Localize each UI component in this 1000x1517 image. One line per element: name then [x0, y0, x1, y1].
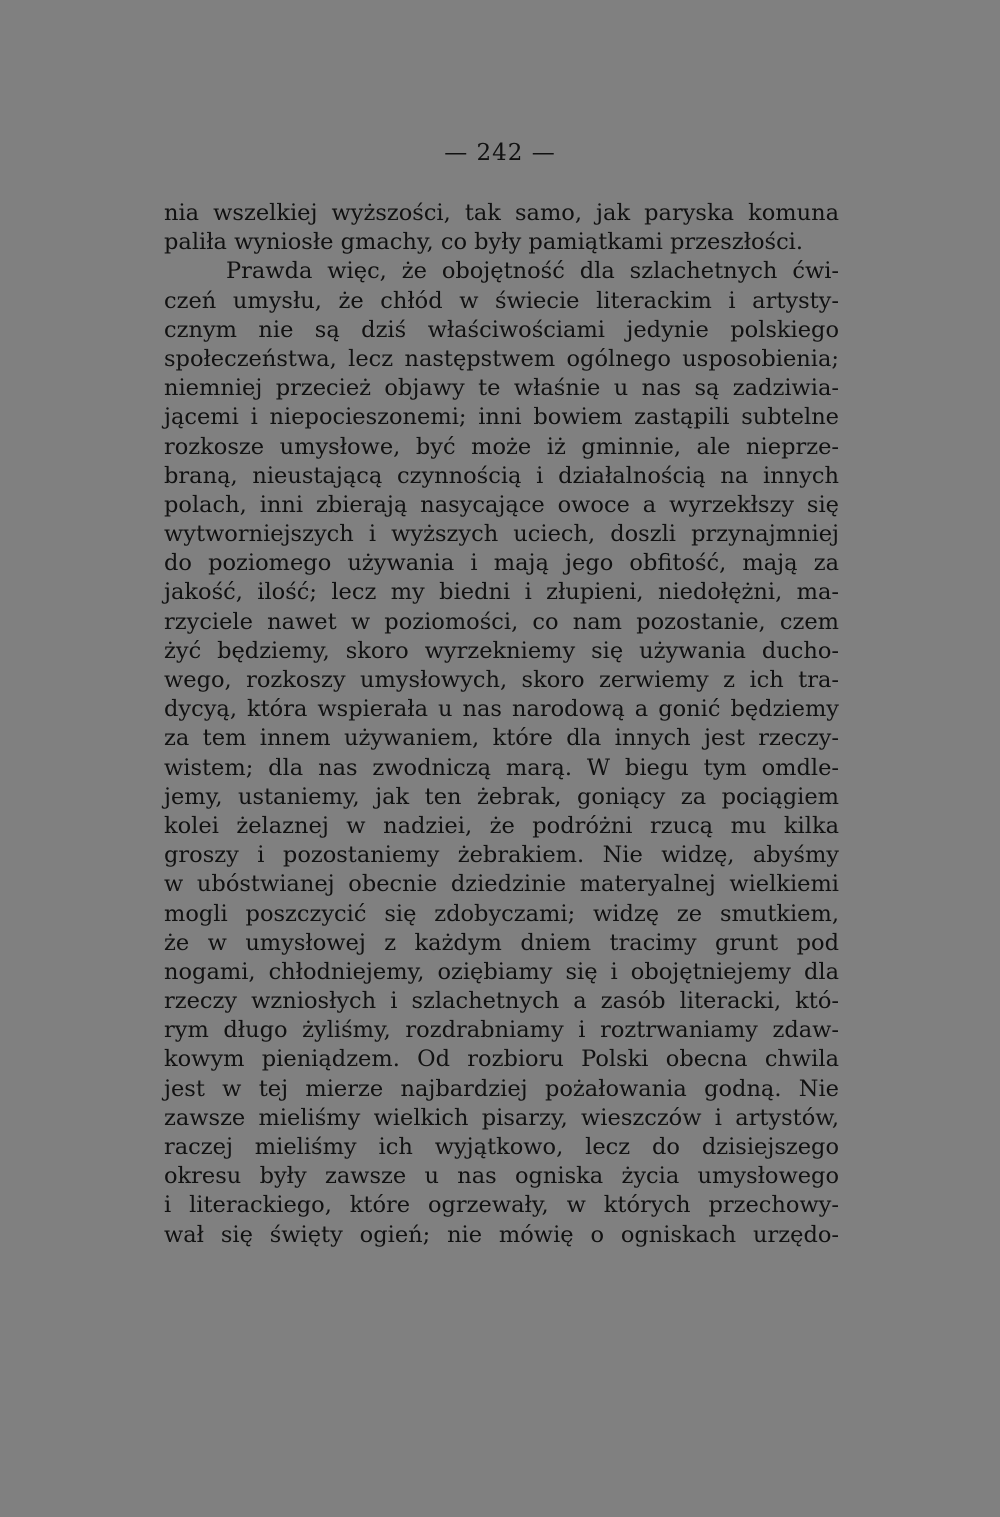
text-line: za tem innem używaniem, które dla innych jest rzeczy-	[164, 725, 839, 752]
text-line: i literackiego, które ogrzewały, w których przechowy-	[164, 1192, 839, 1219]
text-line: jemy, ustaniemy, jak ten żebrak, goniący za pociągiem	[164, 783, 839, 810]
text-line: żyć będziemy, skoro wyrzekniemy się używania ducho-	[164, 637, 839, 664]
text-line: nia wszelkiej wyższości, tak samo, jak paryska komuna	[164, 200, 839, 226]
text-line: jakość, ilość; lecz my biedni i złupieni, niedołężni, ma-	[164, 579, 839, 606]
text-line: że w umysłowej z każdym dniem tracimy grunt pod	[164, 929, 839, 956]
text-line: rzeczy wzniosłych i szlachetnych a zasób literacki, któ-	[164, 988, 839, 1015]
text-line: nogami, chłodniejemy, oziębiamy się i obojętniejemy dla	[164, 958, 839, 985]
text-line: czeń umysłu, że chłód w świecie literackim i artysty-	[164, 287, 839, 314]
text-line: mogli poszczycić się zdobyczami; widzę ze smutkiem,	[164, 900, 839, 927]
text-line: polach, inni zbierają nasycające owoce a wyrzekłszy się	[164, 491, 839, 518]
text-line: kolei żelaznej w nadziei, że podróżni rzucą mu kilka	[164, 812, 839, 839]
text-line: braną, nieustającą czynnością i działalnością na innych	[164, 462, 839, 489]
page-number: — 242 —	[444, 140, 556, 166]
text-line: kowym pieniądzem. Od rozbioru Polski obecna chwila	[164, 1046, 839, 1073]
text-line: paliła wyniosłe gmachy, co były pamiątkami przeszłości.	[164, 229, 804, 256]
text-line: cznym nie są dziś właściwościami jedynie polskiego	[164, 316, 839, 343]
text-line: raczej mieliśmy ich wyjątkowo, lecz do dzisiejszego	[164, 1134, 839, 1160]
text-line: niemniej przecież objawy te właśnie u nas są zadziwia-	[164, 375, 839, 402]
text-line: Prawda więc, że obojętność dla szlachetnych ćwi-	[226, 258, 839, 285]
text-line: okresu były zawsze u nas ogniska życia umysłowego	[164, 1163, 839, 1190]
text-line: do poziomego używania i mają jego obfitość, mają za	[164, 550, 839, 577]
text-line: rzyciele nawet w poziomości, co nam pozostanie, czem	[164, 608, 839, 635]
text-line: wego, rozkoszy umysłowych, skoro zerwiemy z ich tra-	[164, 667, 839, 693]
text-line: wał się święty ogień; nie mówię o ogniskach urzędo-	[164, 1221, 839, 1248]
text-line: w ubóstwianej obecnie dziedzinie materyalnej wielkiemi	[164, 871, 839, 898]
text-line: wistem; dla nas zwodniczą marą. W biegu tym omdle-	[164, 754, 839, 781]
text-line: wytworniejszych i wyższych uciech, doszli przynajmniej	[164, 521, 839, 548]
text-line: społeczeństwa, lecz następstwem ogólnego usposobienia;	[164, 345, 839, 372]
text-line: rym długo żyliśmy, rozdrabniamy i roztrwaniamy zdaw-	[164, 1017, 839, 1044]
text-line: groszy i pozostaniemy żebrakiem. Nie widzę, abyśmy	[164, 842, 839, 869]
text-line: jest w tej mierze najbardziej pożałowania godną. Nie	[164, 1075, 839, 1102]
body-text	[164, 199, 839, 1250]
text-line: jącemi i niepocieszonemi; inni bowiem zastąpili subtelne	[164, 404, 839, 431]
text-line: rozkosze umysłowe, być może iż gminnie, ale nieprze-	[164, 433, 839, 460]
text-line: dycyą, która wspierała u nas narodową a gonić będziemy	[164, 696, 839, 723]
text-line: zawsze mieliśmy wielkich pisarzy, wieszczów i artystów,	[164, 1104, 839, 1131]
